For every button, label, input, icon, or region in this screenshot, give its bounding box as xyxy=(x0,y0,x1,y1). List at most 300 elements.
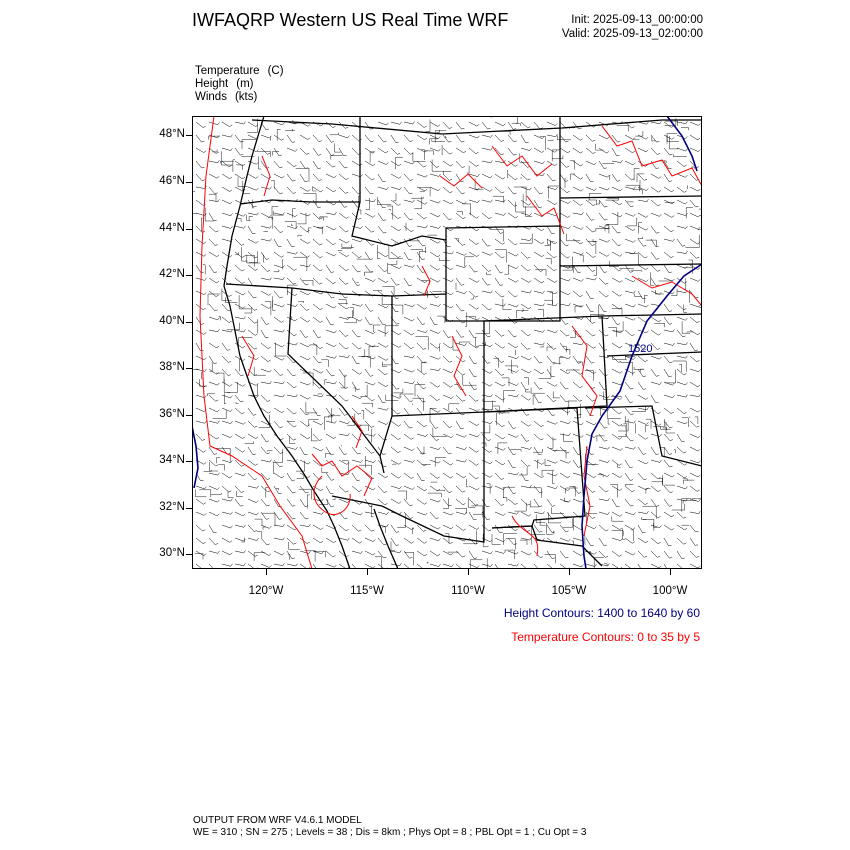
wind-barb xyxy=(586,148,596,154)
wind-barb xyxy=(417,174,427,177)
wind-barb xyxy=(573,434,583,437)
wind-barb xyxy=(651,252,659,259)
wind-barb xyxy=(664,343,675,345)
wind-barb xyxy=(534,369,544,374)
wind-barb xyxy=(404,135,413,142)
wind-barb xyxy=(313,330,321,338)
wind-barb xyxy=(417,408,426,415)
wind-barb xyxy=(417,213,427,219)
wind-barb xyxy=(625,265,633,272)
wind-barb xyxy=(521,408,529,415)
wind-barb xyxy=(664,187,674,192)
wind-barb xyxy=(469,564,479,568)
wind-barb xyxy=(300,343,310,347)
wind-barb xyxy=(378,252,388,257)
wind-barb xyxy=(547,265,557,271)
county-line xyxy=(531,388,545,394)
county-line xyxy=(695,417,698,424)
wind-barb xyxy=(625,174,634,180)
wind-barb xyxy=(313,161,321,169)
wind-barb xyxy=(586,395,595,401)
wind-barb xyxy=(222,187,232,192)
county-line xyxy=(413,152,426,161)
wind-barb xyxy=(326,317,334,325)
county-line xyxy=(208,294,220,305)
wind-barb xyxy=(430,200,440,203)
wind-barb xyxy=(222,226,233,228)
county-line xyxy=(506,539,515,550)
wind-barb xyxy=(612,473,622,478)
wind-barb xyxy=(339,252,349,257)
wind-barb xyxy=(248,564,258,569)
county-line xyxy=(241,538,244,542)
county-line xyxy=(623,416,625,424)
wind-barb xyxy=(612,317,620,325)
wind-barb xyxy=(248,486,259,488)
wind-barb xyxy=(287,187,296,194)
county-line xyxy=(550,437,553,448)
wind-barb xyxy=(443,486,452,493)
wind-barb xyxy=(612,148,620,156)
wind-barb xyxy=(534,551,543,558)
wind-barb xyxy=(261,356,271,362)
wind-barb xyxy=(690,525,699,532)
county-line xyxy=(254,367,266,375)
wind-barb xyxy=(508,187,517,194)
wind-barb xyxy=(222,369,231,376)
wind-barb xyxy=(404,460,415,462)
wind-barb xyxy=(404,148,413,154)
wind-barb xyxy=(300,278,309,285)
wind-barb xyxy=(690,200,699,207)
wind-barb xyxy=(339,421,350,424)
wind-barb xyxy=(638,447,646,454)
wind-barb xyxy=(196,122,206,128)
county-line xyxy=(552,156,563,159)
wind-barb xyxy=(690,486,700,492)
wind-barb xyxy=(209,421,220,424)
wind-barb xyxy=(573,564,583,567)
wind-barb xyxy=(625,499,633,506)
wind-barb xyxy=(235,447,245,452)
county-line xyxy=(263,527,266,530)
wind-barb xyxy=(612,369,622,373)
wind-barb xyxy=(690,213,700,217)
wind-barb xyxy=(391,135,399,143)
wind-barb xyxy=(274,395,285,398)
wind-barb xyxy=(326,356,337,359)
wind-barb xyxy=(365,174,374,180)
wind-barb xyxy=(248,174,258,178)
wind-barb xyxy=(352,473,360,481)
wind-barb xyxy=(456,330,464,337)
wind-barb xyxy=(339,486,348,492)
county-line xyxy=(621,426,626,430)
wind-barb xyxy=(326,330,337,333)
county-line xyxy=(219,317,221,321)
wind-barb xyxy=(404,395,413,402)
wind-barb xyxy=(521,291,532,294)
wind-barb xyxy=(365,265,373,272)
wind-barb xyxy=(274,135,284,140)
wind-barb xyxy=(391,525,399,532)
wind-barb xyxy=(638,265,648,270)
county-line xyxy=(425,151,434,155)
wind-barb xyxy=(664,525,674,530)
county-line xyxy=(627,218,637,226)
wind-barb xyxy=(625,473,633,480)
wind-barb xyxy=(274,551,284,555)
county-line xyxy=(607,212,618,225)
wind-barb xyxy=(274,239,282,247)
wind-barb xyxy=(404,252,412,260)
wind-barb xyxy=(261,381,271,384)
county-line xyxy=(637,174,644,182)
wind-barb xyxy=(456,122,464,129)
field-height xyxy=(195,78,254,91)
wind-barb xyxy=(404,174,413,181)
wind-barb xyxy=(495,460,505,465)
county-line xyxy=(567,370,580,371)
wind-barb xyxy=(196,226,205,233)
wind-barb xyxy=(599,252,609,256)
wind-barb xyxy=(248,291,257,298)
county-line xyxy=(341,245,351,249)
wind-barb xyxy=(586,369,596,374)
county-line xyxy=(533,449,542,452)
wind-barb xyxy=(261,135,271,138)
wind-barb xyxy=(586,135,595,141)
border-or-ca xyxy=(226,284,342,294)
wind-barb xyxy=(287,394,297,397)
wind-barb xyxy=(482,356,490,363)
county-line xyxy=(342,244,354,248)
wind-barb xyxy=(469,525,479,530)
wind-barb xyxy=(677,499,688,502)
wind-barb xyxy=(378,486,387,493)
wind-barb xyxy=(651,551,660,557)
county-line xyxy=(514,187,526,201)
county-line xyxy=(324,417,333,430)
wind-barb xyxy=(339,382,348,389)
county-line xyxy=(487,272,492,275)
wind-barb xyxy=(313,434,322,441)
county-line xyxy=(442,145,443,155)
wind-barb xyxy=(651,317,661,322)
wind-barb xyxy=(430,252,440,257)
wind-barb xyxy=(365,252,373,260)
wind-barb xyxy=(365,538,375,542)
wind-barb xyxy=(508,356,519,359)
wind-barb xyxy=(469,148,479,154)
county-line xyxy=(526,390,531,392)
lat-tick xyxy=(186,508,192,509)
wind-barb xyxy=(248,213,259,215)
wind-barb xyxy=(625,408,634,415)
wind-barb xyxy=(664,408,674,414)
wind-barb xyxy=(222,200,232,204)
gulf-coast xyxy=(374,509,398,569)
county-line xyxy=(446,136,447,138)
wind-barb xyxy=(638,199,648,202)
wind-barb xyxy=(404,369,414,372)
wind-barb xyxy=(469,369,477,377)
wind-barb xyxy=(690,317,700,323)
wind-barb xyxy=(638,499,648,505)
wind-barb xyxy=(430,525,440,529)
wind-barb xyxy=(456,148,466,153)
wind-barb xyxy=(391,252,401,258)
wind-barb xyxy=(222,161,232,167)
wind-barb xyxy=(573,291,583,297)
wind-barb xyxy=(300,161,308,168)
wind-barb xyxy=(690,252,699,258)
wind-barb xyxy=(651,265,660,271)
county-line xyxy=(495,250,506,263)
wind-barb xyxy=(222,525,232,528)
county-line xyxy=(553,450,566,458)
wind-barb xyxy=(378,408,389,410)
wind-barb xyxy=(326,161,335,167)
county-line xyxy=(473,512,483,515)
wind-barb xyxy=(352,369,362,374)
wind-barb xyxy=(274,447,283,454)
wind-barb xyxy=(573,200,583,205)
wind-barb xyxy=(664,473,674,477)
wind-barb xyxy=(339,278,348,284)
wind-barb xyxy=(560,303,570,306)
county-line xyxy=(288,555,290,560)
wind-barb xyxy=(469,200,480,203)
county-line xyxy=(306,402,317,413)
wind-barb xyxy=(378,226,386,233)
wind-barb xyxy=(599,447,610,449)
wind-barb xyxy=(612,343,622,348)
wind-barb xyxy=(677,408,687,414)
wind-barb xyxy=(339,317,350,319)
wind-barb xyxy=(274,226,283,233)
wind-barb xyxy=(196,382,206,387)
county-line xyxy=(364,272,372,276)
wind-barb xyxy=(352,551,363,554)
wind-barb xyxy=(625,200,634,207)
county-line xyxy=(292,130,293,132)
wind-barb xyxy=(638,382,646,389)
wind-barb xyxy=(222,174,232,179)
county-line xyxy=(467,479,469,487)
wind-barb xyxy=(664,382,674,385)
county-line xyxy=(289,542,300,549)
wind-barb xyxy=(365,551,375,555)
wind-barb xyxy=(469,408,479,411)
wind-barb xyxy=(391,460,401,464)
county-line xyxy=(400,394,414,397)
wind-barb xyxy=(469,213,479,218)
wind-barb xyxy=(326,381,337,384)
wind-barb xyxy=(443,434,453,438)
wind-barb xyxy=(404,499,413,506)
county-line xyxy=(465,257,474,267)
wind-barb xyxy=(313,304,323,310)
wind-barb xyxy=(456,447,467,450)
wind-barb xyxy=(404,200,415,203)
wind-barb xyxy=(248,512,258,515)
wind-barb xyxy=(404,381,414,384)
wind-barb xyxy=(612,551,622,556)
county-line xyxy=(598,475,603,477)
wind-barb xyxy=(326,564,336,567)
wind-barb xyxy=(222,343,230,350)
county-line xyxy=(201,218,202,232)
wind-barb xyxy=(456,434,466,437)
wind-barb xyxy=(599,395,609,398)
wind-barb xyxy=(664,499,672,506)
county-line xyxy=(538,310,544,317)
wind-barb xyxy=(248,434,258,439)
wind-barb xyxy=(521,343,530,349)
wind-barb xyxy=(430,486,440,491)
county-line xyxy=(504,391,516,403)
county-line xyxy=(244,307,251,313)
county-line xyxy=(216,448,230,462)
wind-barb xyxy=(612,460,622,465)
wind-barb xyxy=(287,447,298,450)
wind-barb xyxy=(521,434,529,441)
wind-barb xyxy=(664,434,673,441)
wind-barb xyxy=(495,187,504,193)
wind-barb xyxy=(443,447,452,454)
wind-barb xyxy=(547,447,557,451)
wind-barb xyxy=(651,460,662,463)
county-line xyxy=(667,134,677,144)
wind-barb xyxy=(508,447,516,455)
wind-barb xyxy=(313,200,321,208)
wind-barb xyxy=(651,174,661,178)
lat-label: 30°N xyxy=(159,547,185,559)
wind-barb xyxy=(482,291,493,294)
wind-barb xyxy=(287,174,295,181)
county-line xyxy=(247,255,260,263)
wind-barb xyxy=(339,538,350,540)
county-line xyxy=(350,308,354,317)
wind-barb xyxy=(326,135,334,142)
wind-barb xyxy=(261,265,270,272)
wind-barb xyxy=(313,317,323,323)
wind-barb xyxy=(612,330,622,333)
wind-barb xyxy=(638,356,648,362)
county-line xyxy=(580,255,584,262)
wind-barb xyxy=(235,278,245,284)
county-line xyxy=(228,491,234,497)
county-line xyxy=(569,401,577,408)
wind-barb xyxy=(690,394,700,397)
wind-barb xyxy=(196,135,204,142)
wind-barb xyxy=(677,304,686,310)
wind-barb xyxy=(300,524,310,527)
county-line xyxy=(432,140,445,142)
wind-barb xyxy=(508,512,519,514)
county-line xyxy=(568,266,573,273)
county-line xyxy=(216,373,224,383)
wind-barb xyxy=(313,239,322,245)
wind-barb xyxy=(651,538,661,544)
county-line xyxy=(285,222,296,229)
county-line xyxy=(467,166,469,173)
county-line xyxy=(227,382,238,392)
wind-barb xyxy=(560,174,568,181)
wind-barb xyxy=(404,564,414,569)
wind-barb xyxy=(287,408,296,414)
wind-barb xyxy=(495,278,503,285)
wind-barb xyxy=(365,460,376,463)
wind-barb xyxy=(521,447,532,449)
wind-barb xyxy=(404,226,414,232)
wind-barb xyxy=(404,122,415,125)
wind-barb xyxy=(287,317,297,321)
county-line xyxy=(537,460,539,469)
wind-barb xyxy=(534,252,544,257)
county-line xyxy=(633,190,643,194)
wind-barb xyxy=(443,382,453,387)
wind-barb xyxy=(274,330,285,333)
wind-barb xyxy=(365,434,376,436)
wind-barb xyxy=(443,304,453,308)
wind-barb xyxy=(339,200,347,207)
wind-barb xyxy=(352,239,363,242)
wind-barb xyxy=(378,148,388,153)
wind-barb xyxy=(664,447,672,454)
county-line xyxy=(358,356,370,367)
wind-barb xyxy=(612,160,622,163)
wind-barb xyxy=(313,356,322,363)
wind-barb xyxy=(495,369,504,375)
wind-barb xyxy=(274,252,284,257)
wind-barb xyxy=(560,382,568,389)
county-line xyxy=(322,468,328,473)
wind-barb xyxy=(209,199,219,202)
county-line xyxy=(277,129,280,141)
wind-barb xyxy=(599,369,608,376)
wind-barb xyxy=(456,421,464,429)
wind-barb xyxy=(287,213,297,217)
wind-barb xyxy=(690,343,698,351)
wind-barb xyxy=(508,369,518,373)
valid-time: Valid: 2025-09-13_02:00:00 xyxy=(561,28,703,40)
field-unit: (C) xyxy=(267,65,284,77)
wind-barb xyxy=(222,421,233,424)
wind-barb xyxy=(391,187,402,190)
wind-barb xyxy=(196,447,206,452)
county-lines xyxy=(192,116,702,569)
wind-barb xyxy=(638,239,646,246)
wind-barb xyxy=(248,447,256,455)
wind-barb xyxy=(690,447,700,451)
county-line xyxy=(588,241,596,254)
temperature-contour xyxy=(312,454,372,496)
wind-barb xyxy=(495,200,506,202)
wind-barb xyxy=(209,512,219,516)
wind-barb xyxy=(339,369,347,376)
county-line xyxy=(549,292,552,305)
wind-barb xyxy=(443,330,451,338)
wind-barb xyxy=(417,239,426,246)
wind-barb xyxy=(274,174,284,178)
wind-barb xyxy=(261,460,272,463)
wind-barb xyxy=(313,213,322,219)
wind-barb xyxy=(612,447,622,450)
county-line xyxy=(585,371,594,381)
wind-barb xyxy=(638,407,649,410)
